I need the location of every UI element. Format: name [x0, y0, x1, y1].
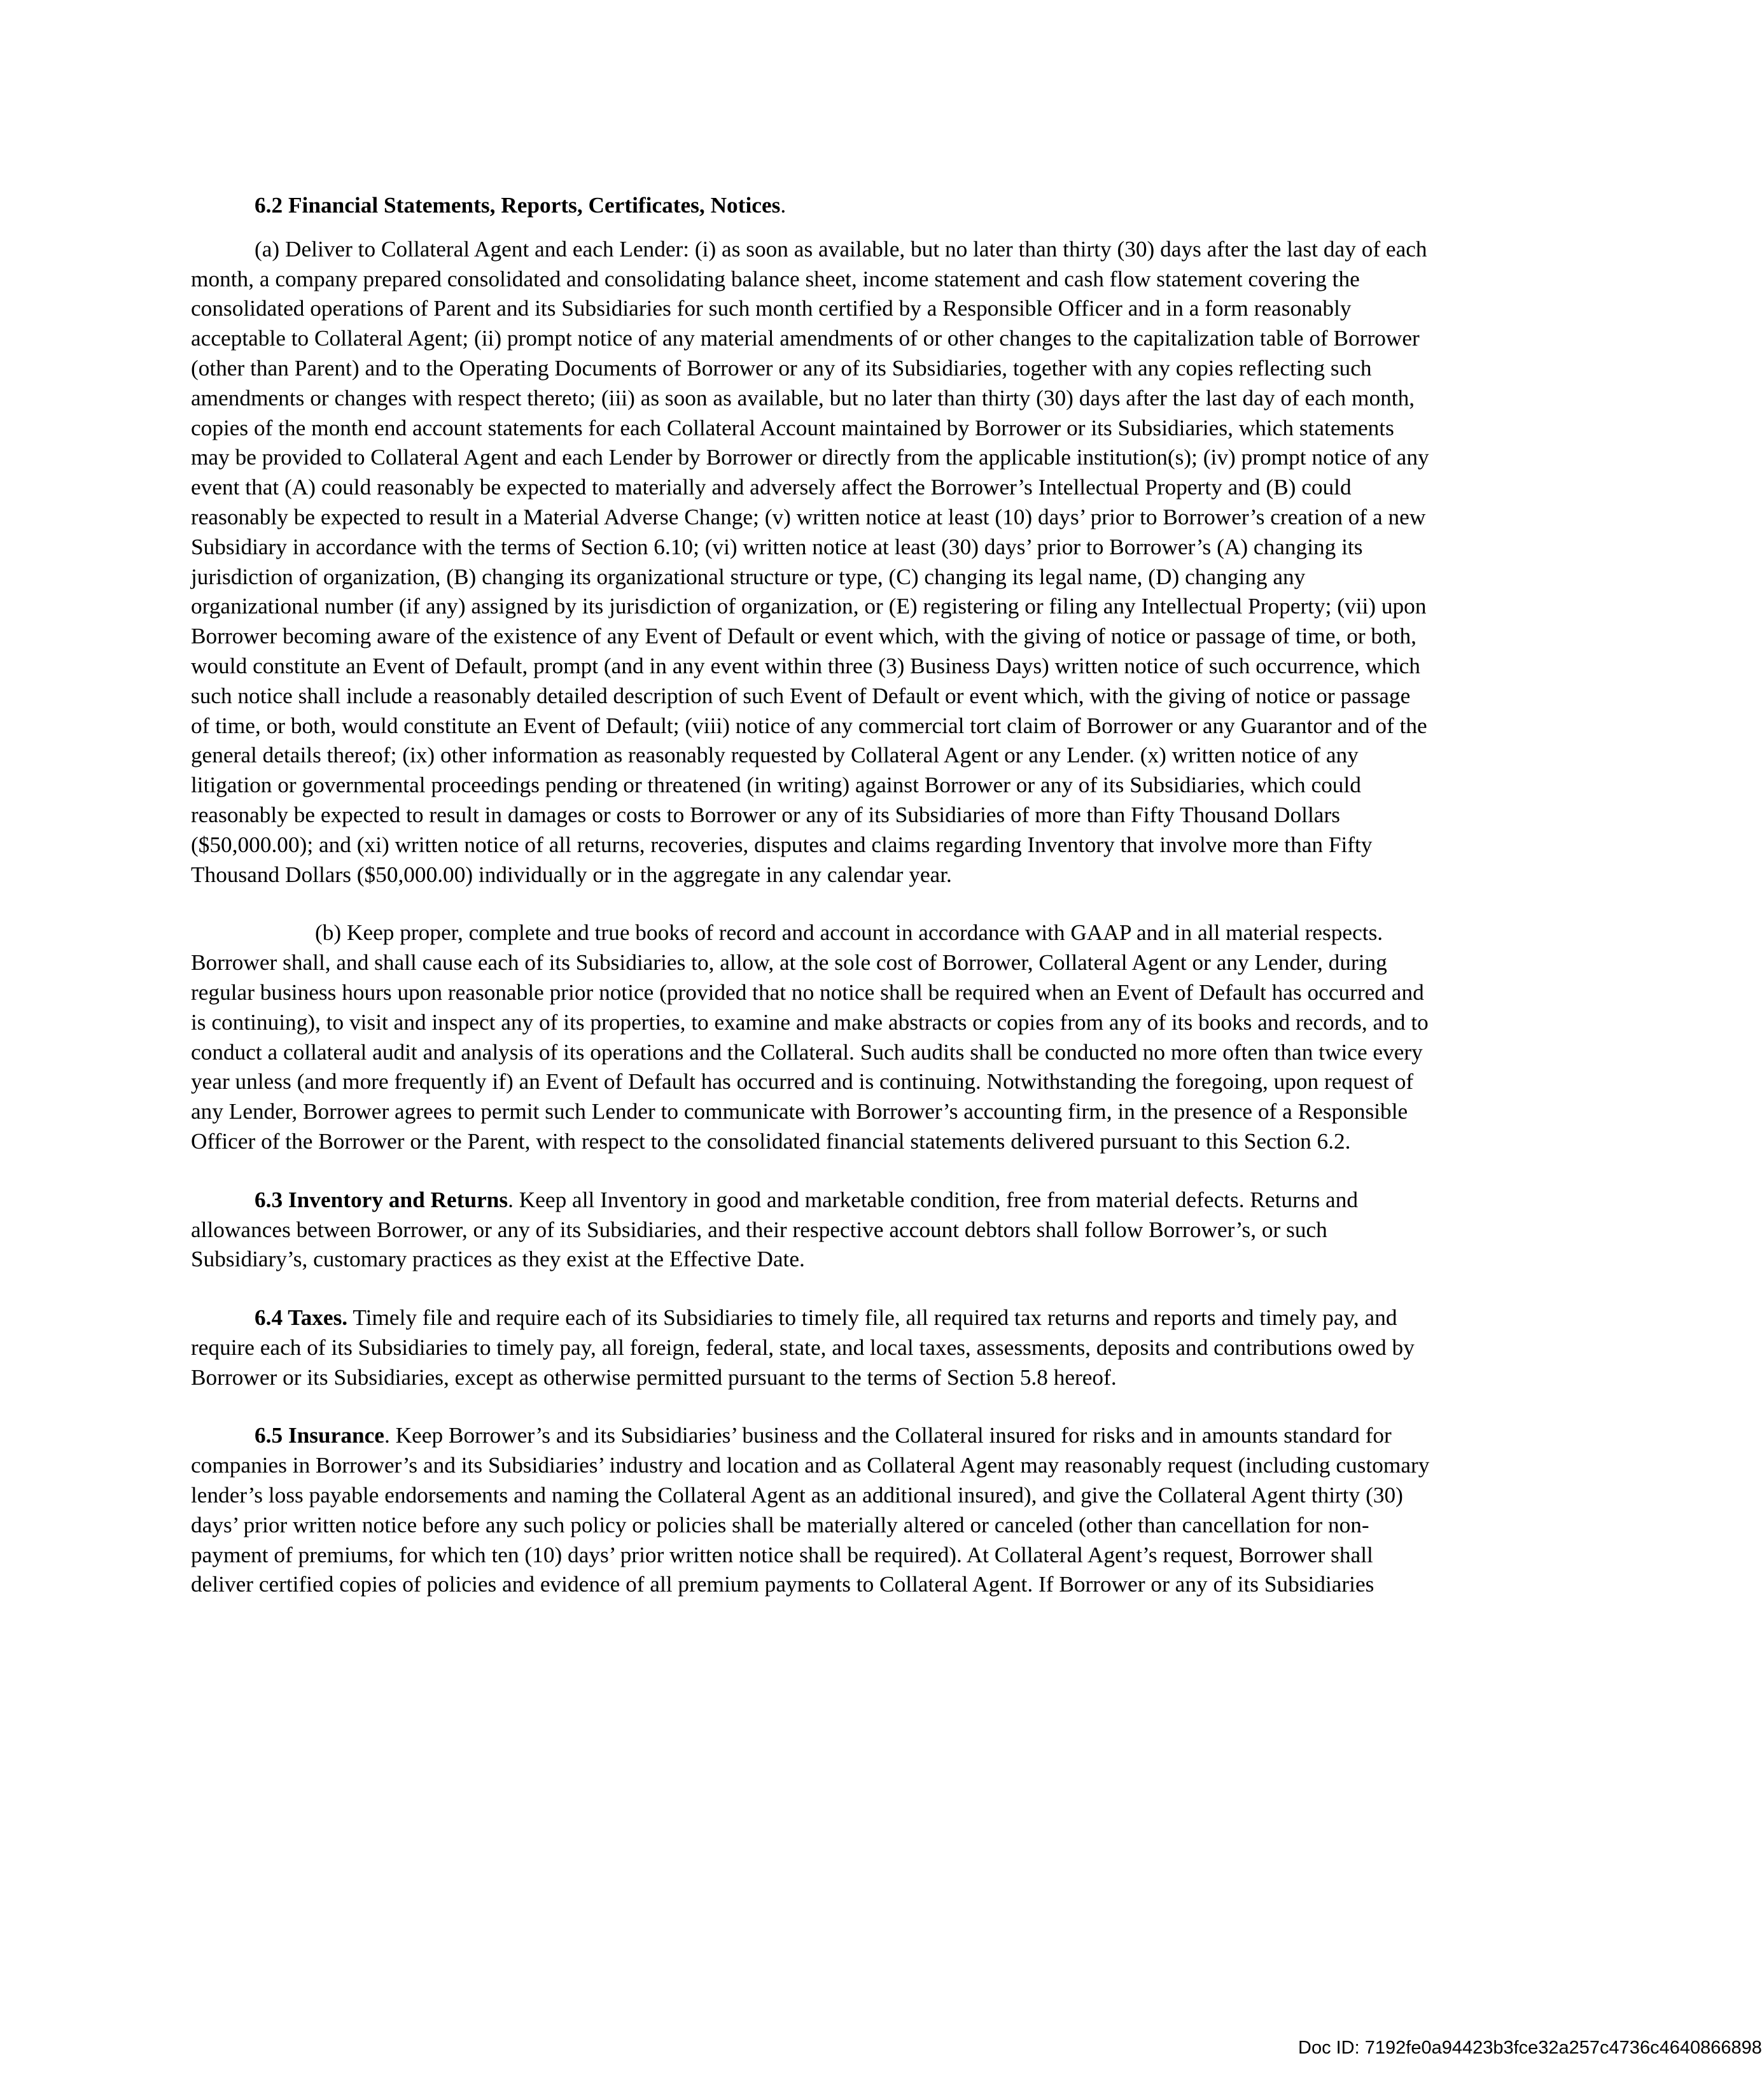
document-page [191, 191, 1432, 1628]
section-6-5-heading: 6.5 Insurance [255, 1423, 384, 1448]
section-6-2-heading-line [191, 191, 1432, 221]
doc-id-footer: Doc ID: 7192fe0a94423b3fce32a257c4736c4640866898 [1298, 2038, 1762, 2058]
section-6-4-body: Timely file and require each of its Subsidiaries to timely file, all required tax returns and reports and timely pay, and require each of its Subsidiaries to timely pay, all foreign, federal, state, and local taxes, assessments, deposits and contributions owed by Borrower or its Subsidiaries, except as otherwise permitted pursuant to the terms of Section 5.8 hereof. [191, 1305, 1415, 1390]
section-6-3-paragraph [191, 1186, 1432, 1275]
section-6-2-heading-suffix: . [780, 193, 787, 218]
section-6-3-body: . Keep all Inventory in good and marketable condition, free from material defects. Returns and allowances between Borrower, or any of its Subsidiaries, and their respective account debtors shall follow Borrower’s, or such Subsidiary’s, customary practices as they exist at the Effective Date. [191, 1187, 1359, 1272]
section-6-4-paragraph [191, 1303, 1432, 1392]
section-6-2-paragraph-b: (b) Keep proper, complete and true books of record and account in accordance with GAAP and in all material respects. Borrower shall, and shall cause each of its Subsidiaries to, allow, at the sole cost of Borrower, Collateral Agent or any Lender, during regular business hours upon reasonable prior notice (provided that no notice shall be required when an Event of Default has occurred and is continuing), to visit and inspect any of its properties, to examine and make abstracts or copies from any of its books and records, and to conduct a collateral audit and analysis of its operations and the Collateral. Such audits shall be conducted no more often than twice every year unless (and more frequently if) an Event of Default has occurred and is continuing. Notwithstanding the foregoing, upon request of any Lender, Borrower agrees to permit such Lender to communicate with Borrower’s accounting firm, in the presence of a Responsible Officer of the Borrower or the Parent, with respect to the consolidated financial statements delivered pursuant to this Section 6.2. [191, 920, 1429, 1154]
section-6-5-paragraph [191, 1421, 1432, 1600]
section-6-2-paragraph-a: (a) Deliver to Collateral Agent and each Lender: (i) as soon as available, but no later than thirty (30) days after the last day of each month, a company prepared consolidated and consolidating balance sheet, income statement and cash flow statement covering the consolidated operations of Parent and its Subsidiaries for such month certified by a Responsible Officer and in a form reasonably acceptable to Collateral Agent; (ii) prompt notice of any material amendments of or other changes to the capitalization table of Borrower (other than Parent) and to the Operating Documents of Borrower or any of its Subsidiaries, together with any copies reflecting such amendments or changes with respect thereto; (iii) as soon as available, but no later than thirty (30) days after the last day of each month, copies of the month end account statements for each Collateral Account maintained by Borrower or its Subsidiaries, which statements may be provided to Collateral Agent and each Lender by Borrower or directly from the applicable institution(s); (iv) prompt notice of any event that (A) could reasonably be expected to materially and adversely affect the Borrower’s Intellectual Property and (B) could reasonably be expected to result in a Material Adverse Change; (v) written notice at least (10) days’ prior to Borrower’s creation of a new Subsidiary in accordance with the terms of Section 6.10; (vi) written notice at least (30) days’ prior to Borrower’s (A) changing its jurisdiction of organization, (B) changing its organizational structure or type, (C) changing its legal name, (D) changing any organizational number (if any) assigned by its jurisdiction of organization, or (E) registering or filing any Intellectual Property; (vii) upon Borrower becoming aware of the existence of any Event of Default or event which, with the giving of notice or passage of time, or both, would constitute an Event of Default, prompt (and in any event within three (3) Business Days) written notice of such occurrence, which such notice shall include a reasonably detailed description of such Event of Default or event which, with the giving of notice or passage of time, or both, would constitute an Event of Default; (viii) notice of any commercial tort claim of Borrower or any Guarantor and of the general details thereof; (ix) other information as reasonably requested by Collateral Agent or any Lender. (x) written notice of any litigation or governmental proceedings pending or threatened (in writing) against Borrower or any of its Subsidiaries, which could reasonably be expected to result in damages or costs to Borrower or any of its Subsidiaries of more than Fifty Thousand Dollars ($50,000.00); and (xi) written notice of all returns, recoveries, disputes and claims regarding Inventory that involve more than Fifty Thousand Dollars ($50,000.00) individually or in the aggregate in any calendar year. [191, 236, 1429, 887]
section-6-4-heading: 6.4 Taxes. [255, 1305, 348, 1331]
section-6-2-heading: 6.2 Financial Statements, Reports, Certificates, Notices [255, 193, 781, 218]
section-6-5-body: . Keep Borrower’s and its Subsidiaries’ business and the Collateral insured for risks and in amounts standard for companies in Borrower’s and its Subsidiaries’ industry and location and as Collateral Agent may reasonably request (including customary lender’s loss payable endorsements and naming the Collateral Agent as an additional insured), and give the Collateral Agent thirty (30) days’ prior written notice before any such policy or policies shall be materially altered or canceled (other than cancellation for non-payment of premiums, for which ten (10) days’ prior written notice shall be required). At Collateral Agent’s request, Borrower shall deliver certified copies of policies and evidence of all premium payments to Collateral Agent. If Borrower or any of its Subsidiaries [191, 1423, 1430, 1597]
section-6-3-heading: 6.3 Inventory and Returns [255, 1187, 508, 1212]
